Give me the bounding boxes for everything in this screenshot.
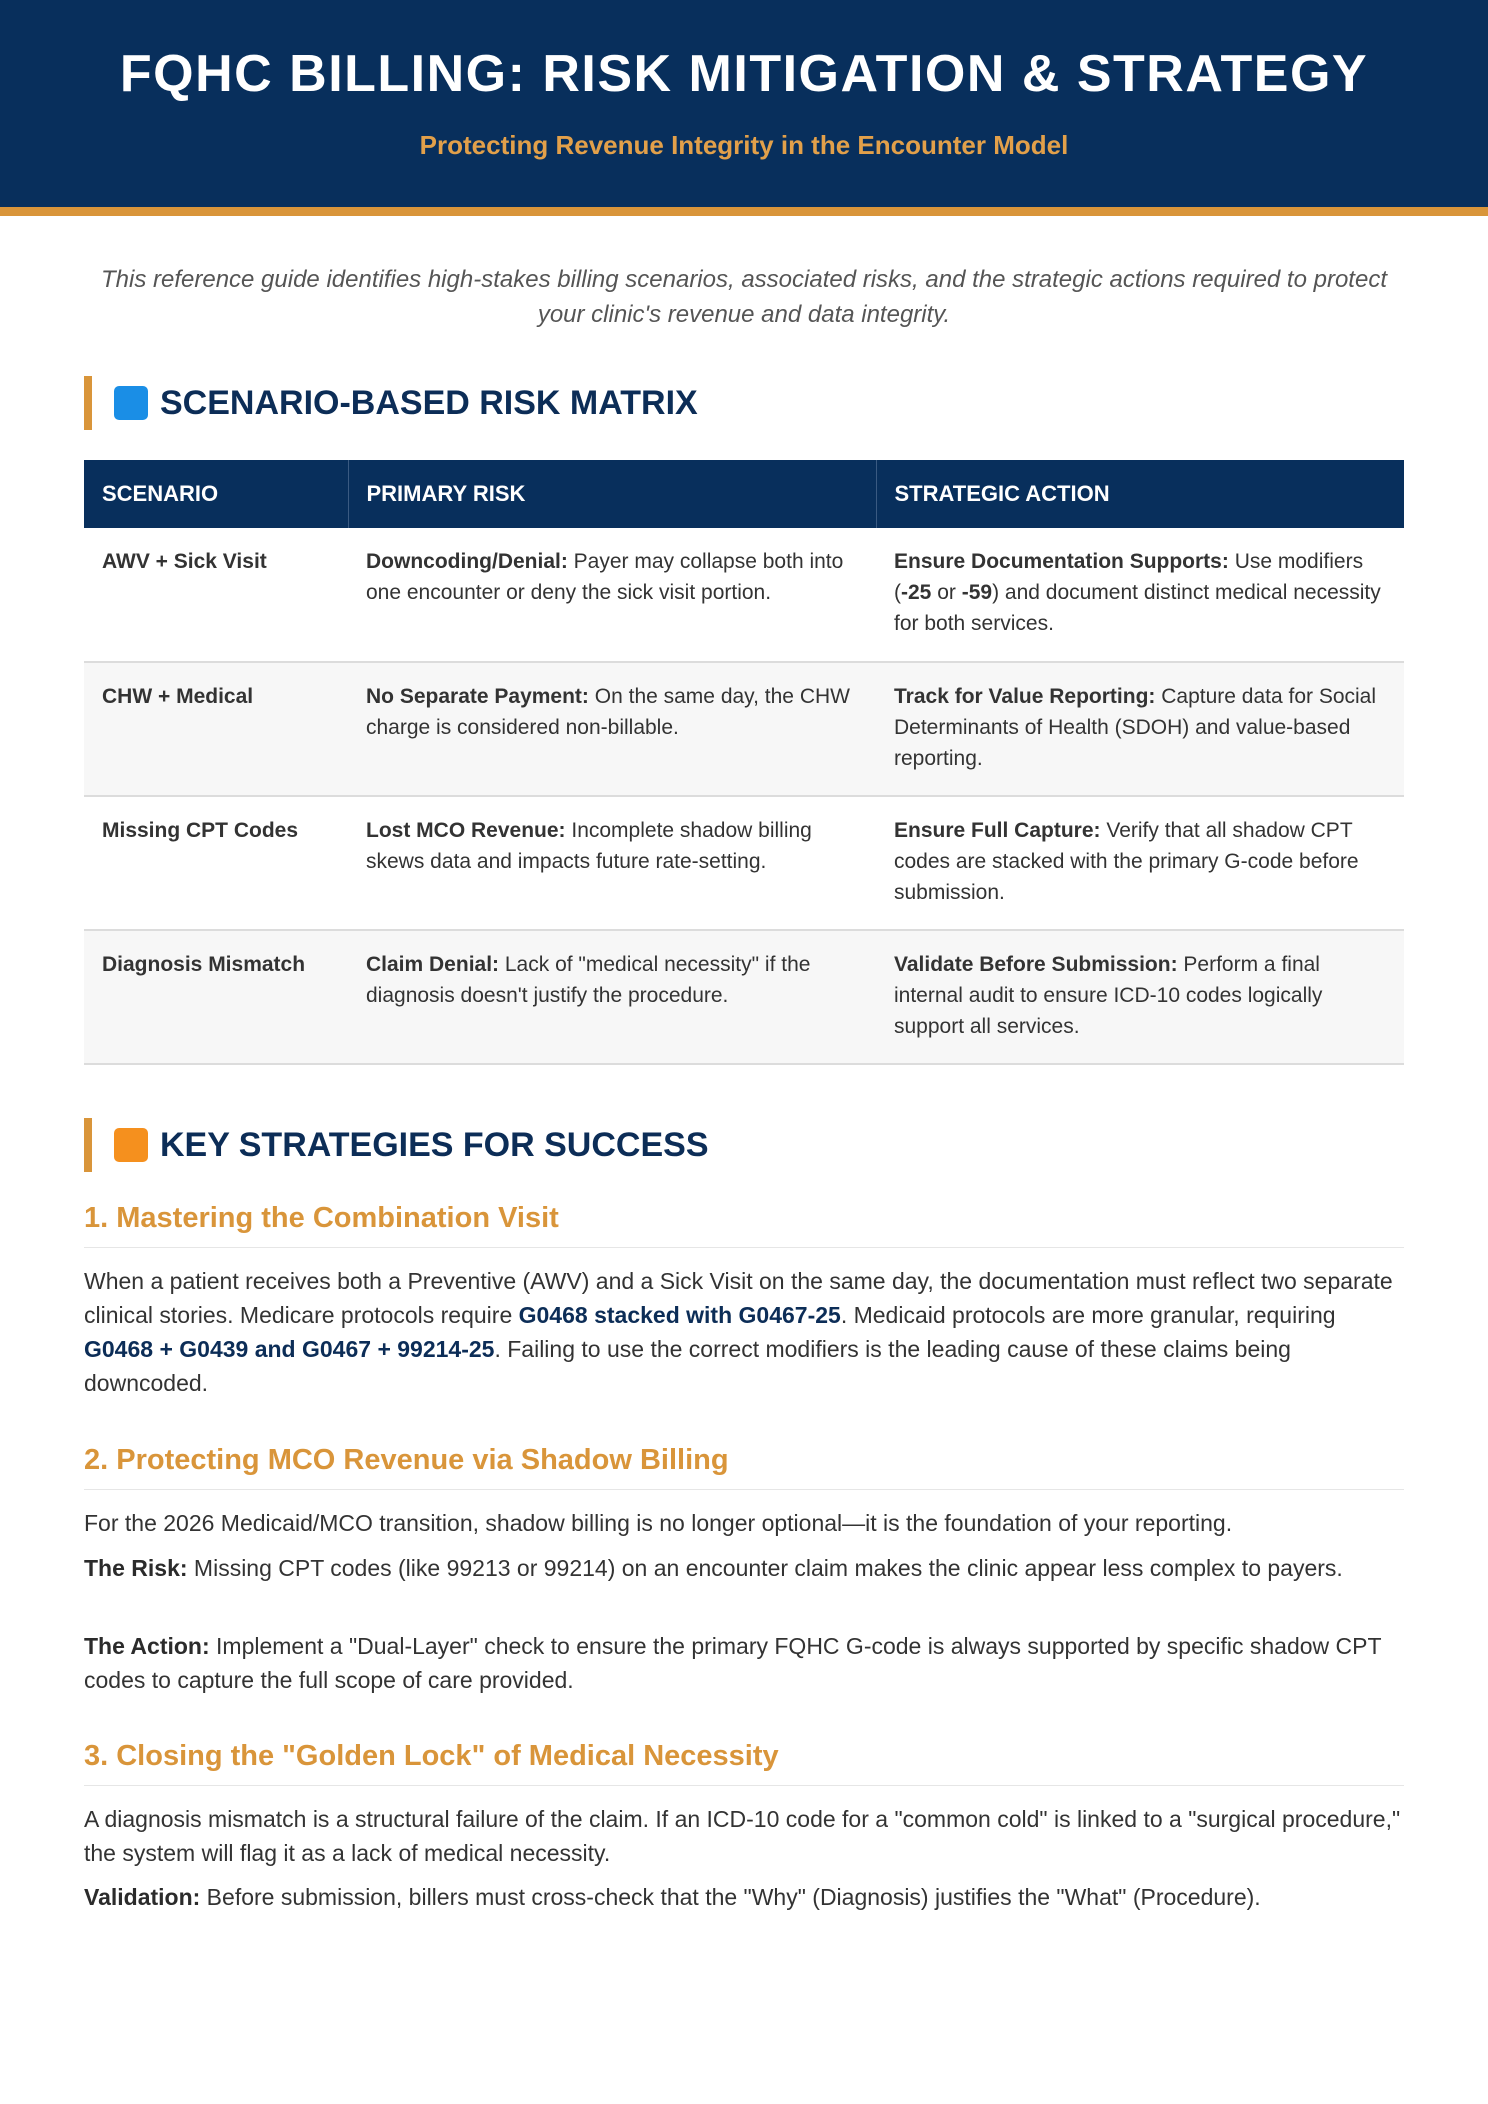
action-lead: Ensure Full Capture: [894,819,1101,842]
scenario-cell: Diagnosis Mismatch [84,930,348,1064]
page-header [0,0,1488,216]
action-text: Perform a final internal audit to ensure ICD-10 codes logically support all services. [894,953,1323,1038]
action-text: ) and document distinct medical necessity for both services. [894,581,1381,635]
risk-label: The Risk: [84,1555,188,1581]
action-lead: Ensure Documentation Supports: [894,550,1229,573]
table-header-row [84,460,1404,528]
risk-cell [348,930,876,1064]
validation-label: Validation: [84,1884,201,1910]
intro-text: This reference guide identifies high-stakes billing scenarios, associated risks, and the strategic actions required to protect your clinic's revenue and data integrity. [100,266,1387,328]
action-cell [876,528,1404,662]
page-subtitle: Protecting Revenue Integrity in the Encounter Model [419,130,1069,160]
risk-matrix-table [84,460,1404,1065]
table-row [84,662,1404,796]
action-text: Verify that all shadow CPT codes are stacked with the primary G-code before submission. [894,819,1359,904]
risk-text: Payer may collapse both into one encounter or deny the sick visit portion. [366,550,844,604]
code-highlight: G0468 stacked with G0467-25 [518,1302,841,1328]
section-heading-label: SCENARIO-BASED RISK MATRIX [160,383,698,422]
risk-lead: No Separate Payment: [366,685,589,708]
column-header-primary-risk: PRIMARY RISK [348,460,876,528]
scenario-cell: CHW + Medical [84,662,348,796]
scenario-cell: AWV + Sick Visit [84,528,348,662]
action-text: Implement a "Dual-Layer" check to ensure the primary FQHC G-code is always supported by specific shadow CPT codes to capture the full scope of care provided. [84,1633,1382,1693]
action-lead: Validate Before Submission: [894,953,1178,976]
action-text: Use modifiers ( [894,550,1364,604]
action-cell [876,796,1404,930]
section-heading-label: KEY STRATEGIES FOR SUCCESS [160,1125,709,1164]
action-text: or [931,581,962,604]
risk-text: Incomplete shadow billing skews data and impacts future rate-setting. [366,819,812,873]
strategy-1-title: 1. Mastering the Combination Visit [84,1202,1404,1248]
strategy-1-paragraph [84,1264,1404,1400]
section-heading-key-strategies [84,1118,709,1172]
strategy-3-title: 3. Closing the "Golden Lock" of Medical Necessity [84,1740,1404,1786]
strategy-2-title: 2. Protecting MCO Revenue via Shadow Billing [84,1444,1404,1490]
risk-text: Lack of "medical necessity" if the diagnosis doesn't justify the procedure. [366,953,811,1007]
action-cell [876,662,1404,796]
risk-text: Missing CPT codes (like 99213 or 99214) on an encounter claim makes the clinic appear less complex to payers. [187,1555,1343,1581]
risk-text: On the same day, the CHW charge is considered non-billable. [366,685,850,739]
page-title: FQHC BILLING: RISK MITIGATION & STRATEGY [119,45,1369,103]
strategy-2-intro: For the 2026 Medicaid/MCO transition, shadow billing is no longer optional—it is the foundation of your reporting. [84,1510,1233,1536]
table-row [84,528,1404,662]
risk-lead: Claim Denial: [366,953,500,976]
risk-cell [348,528,876,662]
strategy-3-validation [84,1880,1404,1914]
table-row [84,930,1404,1064]
paragraph-text: . Medicaid protocols are more granular, requiring [840,1302,1336,1328]
scenario-cell: Missing CPT Codes [84,796,348,930]
action-text: Capture data for Social Determinants of Health (SDOH) and value-based reporting. [894,685,1377,770]
column-header-strategic-action: STRATEGIC ACTION [876,460,1404,528]
modifier-code: -25 [901,581,932,604]
action-label: The Action: [84,1633,210,1659]
paragraph-text: When a patient receives both a Preventive (AWV) and a Sick Visit on the same day, the documentation must reflect two separate clinical stories. Medicare protocols require [84,1268,1393,1328]
table-row [84,796,1404,930]
risk-cell [348,662,876,796]
blue-square-icon [114,386,148,420]
risk-lead: Downcoding/Denial: [366,550,568,573]
action-cell [876,930,1404,1064]
column-header-scenario: SCENARIO [84,460,348,528]
action-lead: Track for Value Reporting: [894,685,1156,708]
strategy-2-action [84,1629,1404,1697]
risk-cell [348,796,876,930]
section-heading-risk-matrix [84,376,698,430]
strategy-2-risk [84,1551,1404,1585]
code-highlight: G0468 + G0439 and G0467 + 99214-25 [84,1336,495,1362]
strategy-3-paragraph: A diagnosis mismatch is a structural failure of the claim. If an ICD-10 code for a "common cold" is linked to a "surgical procedure," the system will flag it as a lack of medical necessity. [84,1806,1401,1866]
risk-lead: Lost MCO Revenue: [366,819,566,842]
modifier-code: -59 [961,581,993,604]
validation-text: Before submission, billers must cross-check that the "Why" (Diagnosis) justifies the "What" (Procedure). [200,1884,1261,1910]
orange-square-icon [114,1128,148,1162]
paragraph-text: . Failing to use the correct modifiers is the leading cause of these claims being downcoded. [84,1336,1291,1396]
